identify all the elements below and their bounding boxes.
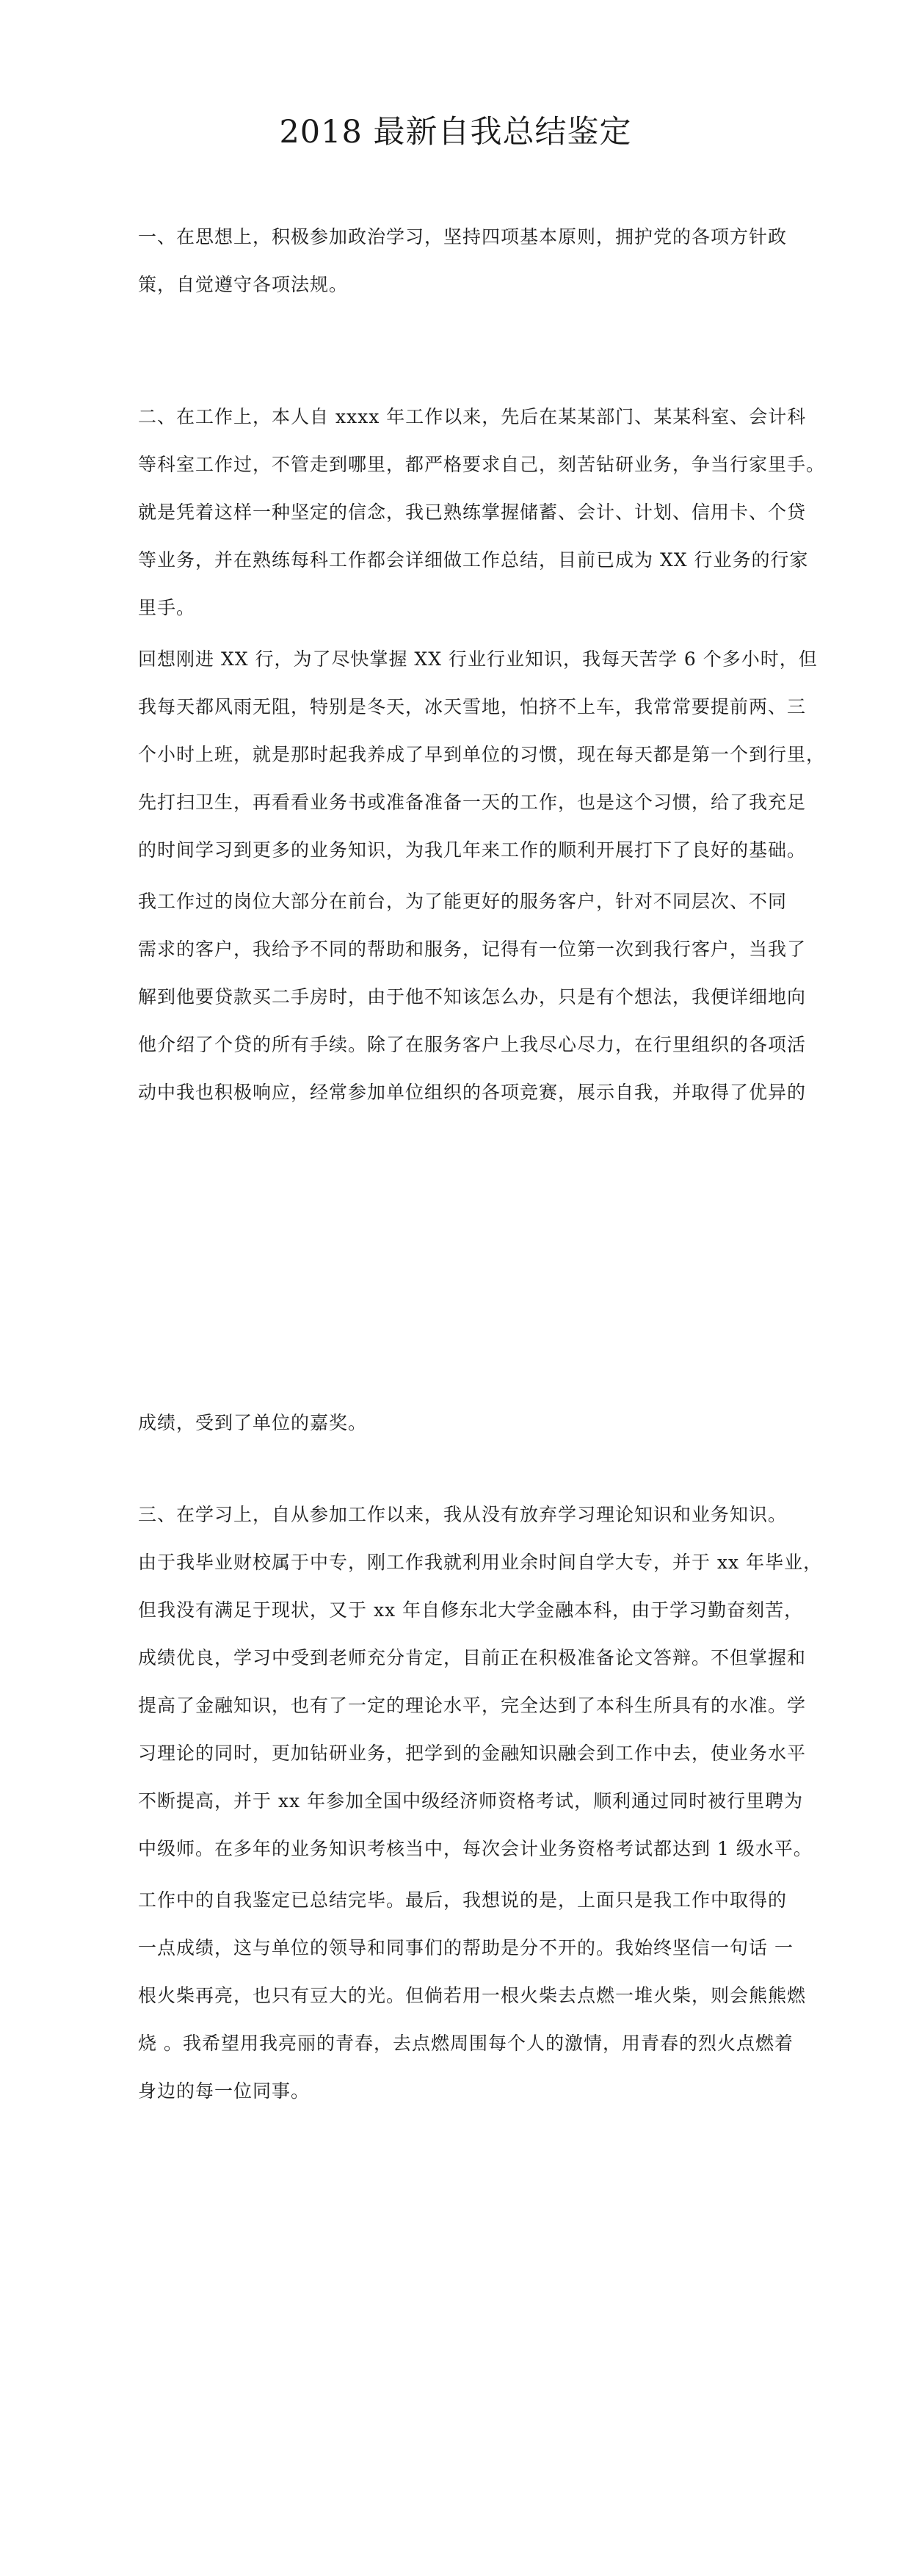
paragraph-line: 二、在工作上，本人自 xxxx 年工作以来，先后在某某部门、某某科室、会计科	[138, 406, 807, 427]
paragraph-line: 策，自觉遵守各项法规。	[138, 274, 349, 295]
paragraph-line: 但我没有满足于现状，又于 xx 年自修东北大学金融本科，由于学习勤奋刻苦，	[138, 1599, 804, 1621]
paragraph-line: 等科室工作过，不管走到哪里，都严格要求自己，刻苦钻研业务，争当行家里手。	[138, 454, 826, 475]
paragraph-line: 三、在学习上，自从参加工作以来，我从没有放弃学习理论知识和业务知识。	[138, 1504, 788, 1525]
paragraph-service	[138, 878, 807, 1116]
paragraph-line: 我工作过的岗位大部分在前台，为了能更好的服务客户，针对不同层次、不同	[138, 891, 788, 912]
paragraph-line: 一点成绩，这与单位的领导和同事们的帮助是分不开的。我始终坚信一句话 一	[138, 1937, 794, 1958]
paragraph-line: 回想刚进 XX 行，为了尽快掌握 XX 行业行业知识，我每天苦学 6 个多小时，但	[138, 648, 818, 670]
paragraph-line: 身边的每一位同事。	[138, 2080, 311, 2102]
paragraph-thought	[138, 213, 788, 308]
paragraph-line: 根火柴再亮，也只有豆大的光。但倘若用一根火柴去点燃一堆火柴，则会熊熊燃	[138, 1985, 807, 2006]
paragraph-line: 不断提高，并于 xx 年参加全国中级经济师资格考试，顺利通过同时被行里聘为	[138, 1790, 804, 1812]
paragraph-line: 成绩，受到了单位的嘉奖。	[138, 1412, 368, 1433]
paragraph-line: 先打扫卫生，再看看业务书或准备准备一天的工作，也是这个习惯，给了我充足	[138, 792, 807, 813]
paragraph-work	[138, 393, 826, 632]
paragraph-conclusion	[138, 1876, 807, 2115]
paragraph-line: 成绩优良，学习中受到老师充分肯定，目前正在积极准备论文答辩。不但掌握和	[138, 1647, 807, 1668]
paragraph-line: 动中我也积极响应，经常参加单位组织的各项竞赛，展示自我，并取得了优异的	[138, 1082, 807, 1103]
paragraph-line: 里手。	[138, 597, 196, 618]
paragraph-line: 的时间学习到更多的业务知识，为我几年来工作的顺利开展打下了良好的基础。	[138, 839, 807, 861]
paragraph-line: 等业务，并在熟练每科工作都会详细做工作总结，目前已成为 XX 行业务的行家	[138, 549, 809, 571]
paragraph-line: 需求的客户，我给予不同的帮助和服务，记得有一位第一次到我行客户，当我了	[138, 938, 807, 960]
paragraph-line: 中级师。在多年的业务知识考核当中，每次会计业务资格考试都达到 1 级水平。	[138, 1838, 813, 1859]
paragraph-line: 烧 。我希望用我亮丽的青春，去点燃周围每个人的激情，用青春的烈火点燃着	[138, 2033, 794, 2054]
paragraph-line: 我每天都风雨无阻，特别是冬天，冰天雪地，怕挤不上车，我常常要提前两、三	[138, 696, 807, 717]
paragraph-recall	[138, 635, 826, 874]
paragraph-line: 一、在思想上，积极参加政治学习，坚持四项基本原则，拥护党的各项方针政	[138, 226, 788, 247]
paragraph-line: 工作中的自我鉴定已总结完毕。最后，我想说的是，上面只是我工作中取得的	[138, 1889, 788, 1911]
paragraph-line: 个小时上班，就是那时起我养成了早到单位的习惯，现在每天都是第一个到行里，	[138, 744, 826, 765]
paragraph-line: 就是凭着这样一种坚定的信念，我已熟练掌握储蓄、会计、计划、信用卡、个贷	[138, 502, 807, 523]
paragraph-line: 由于我毕业财校属于中专，刚工作我就利用业余时间自学大专，并于 xx 年毕业，	[138, 1552, 823, 1573]
document-title: 2018 最新自我总结鉴定	[279, 114, 632, 151]
paragraph-line: 解到他要贷款买二手房时，由于他不知该怎么办，只是有个想法，我便详细地向	[138, 986, 807, 1007]
paragraph-line: 提高了金融知识，也有了一定的理论水平，完全达到了本科生所具有的水准。学	[138, 1695, 807, 1716]
paragraph-line: 他介绍了个贷的所有手续。除了在服务客户上我尽心尽力，在行里组织的各项活	[138, 1034, 807, 1055]
paragraph-service-continued	[138, 1399, 784, 1447]
paragraph-study	[138, 1491, 823, 1873]
paragraph-line: 习理论的同时，更加钻研业务，把学到的金融知识融会到工作中去，使业务水平	[138, 1743, 807, 1764]
